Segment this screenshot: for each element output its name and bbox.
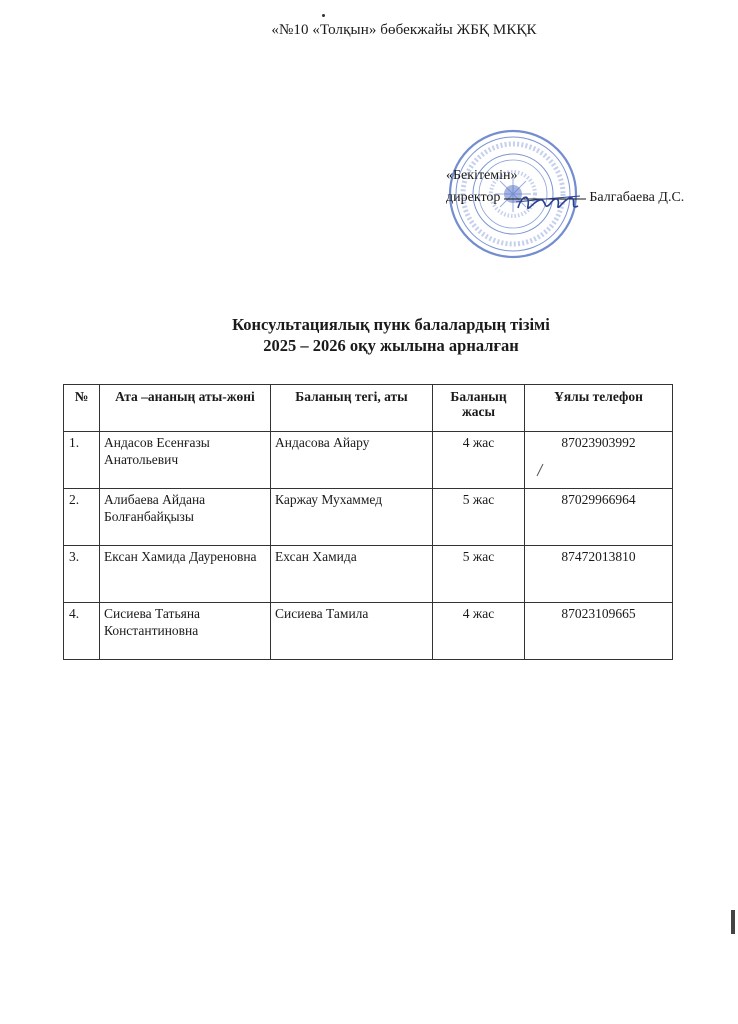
cell-child: Каржау Мухаммед (271, 489, 433, 546)
cell-num: 1. (64, 432, 100, 489)
organization-header: «№10 «Толқын» бөбекжайы ЖБҚ МКҚК (271, 22, 537, 38)
title-line-1: Консультациялық пунк балалардың тізімі (232, 315, 550, 334)
cell-phone: 87029966964 (525, 489, 673, 546)
director-name: Балгабаева Д.С. (589, 190, 685, 205)
director-label: директор (446, 190, 501, 205)
cell-parent: Сисиева Татьяна Константиновна (100, 603, 271, 660)
cell-phone: 87023903992 (525, 432, 673, 489)
scan-speck (322, 14, 325, 17)
document-title (0, 314, 738, 356)
cell-age: 5 жас (433, 489, 525, 546)
cell-age: 4 жас (433, 603, 525, 660)
cell-parent: Андасов Есенғазы Анатольевич (100, 432, 271, 489)
table-header-row (64, 385, 673, 432)
director-signature (508, 188, 588, 218)
pen-stroke (536, 463, 544, 477)
cell-age: 4 жас (433, 432, 525, 489)
cell-parent: Ексан Хамида Дауреновна (100, 546, 271, 603)
cell-child: Андасова Айару (271, 432, 433, 489)
cell-child: Сисиева Тамила (271, 603, 433, 660)
approved-label: «Бекітемін» (446, 168, 518, 183)
scan-edge-mark (731, 910, 735, 934)
table-row (64, 603, 673, 660)
title-line-2: 2025 – 2026 оқу жылына арналған (263, 336, 519, 355)
header-num: № (64, 385, 100, 432)
cell-phone: 87472013810 (525, 546, 673, 603)
cell-num: 3. (64, 546, 100, 603)
header-child: Баланың тегі, аты (271, 385, 433, 432)
cell-num: 4. (64, 603, 100, 660)
table-row (64, 546, 673, 603)
cell-phone: 87023109665 (525, 603, 673, 660)
header-age: Баланың жасы (433, 385, 525, 432)
table-row (64, 432, 673, 489)
table-row (64, 489, 673, 546)
cell-parent: Алибаева Айдана Болғанбайқызы (100, 489, 271, 546)
header-phone: Ұялы телефон (525, 385, 673, 432)
cell-age: 5 жас (433, 546, 525, 603)
cell-num: 2. (64, 489, 100, 546)
header-parent: Ата –ананың аты-жөні (100, 385, 271, 432)
cell-child: Ехсан Хамида (271, 546, 433, 603)
children-table (63, 384, 673, 660)
